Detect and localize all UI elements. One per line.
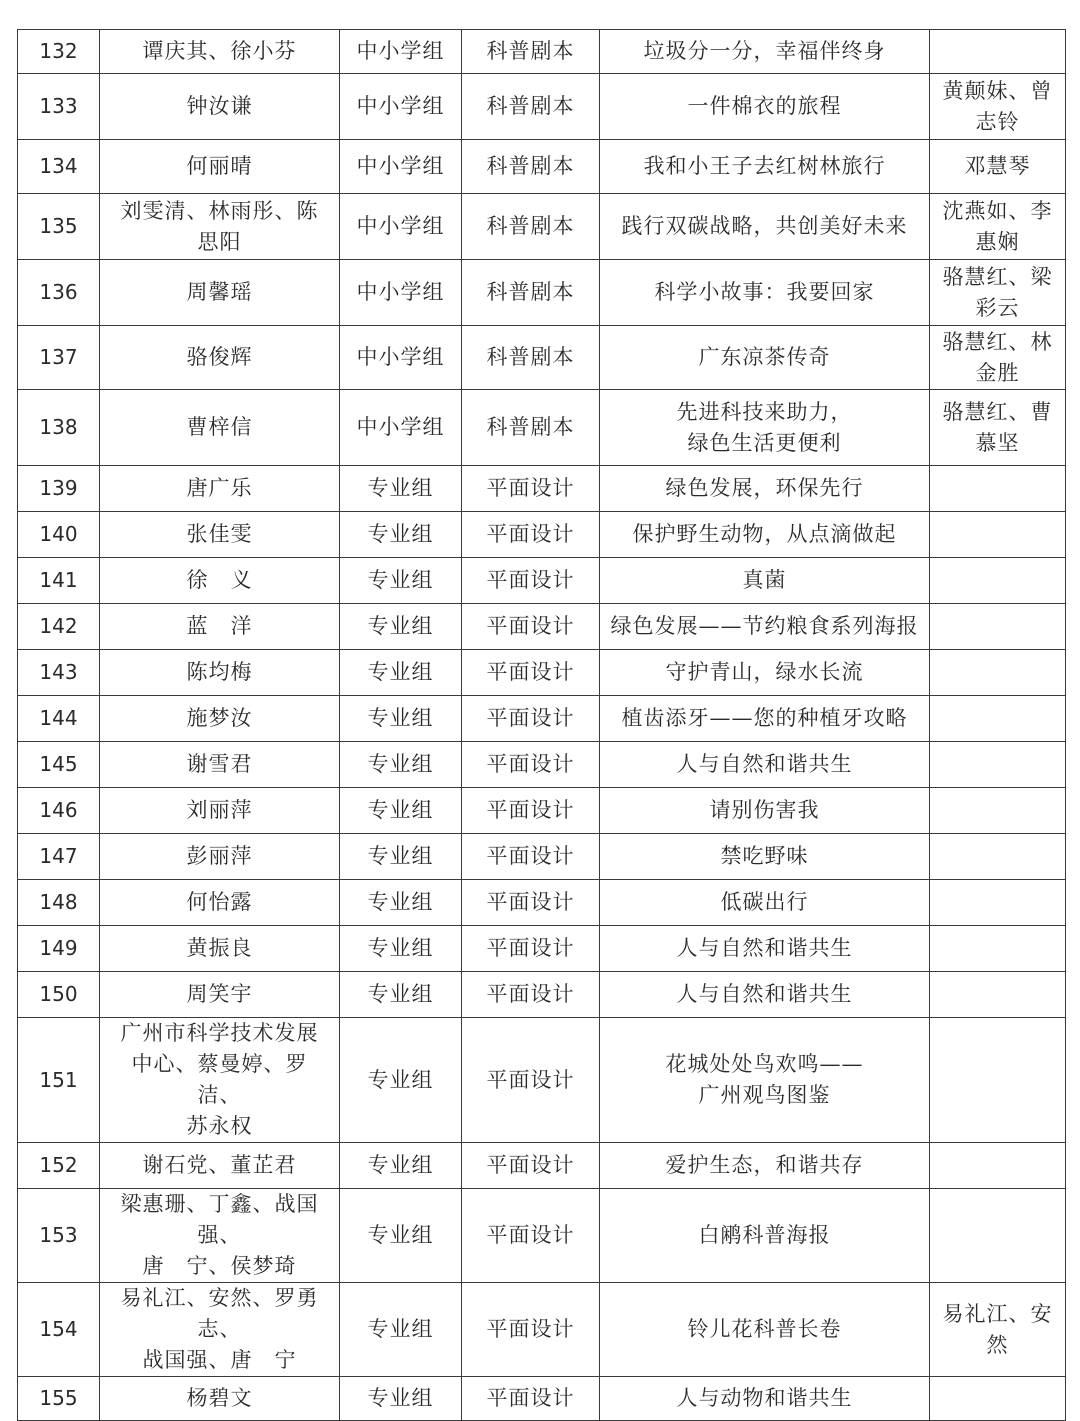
table-row bbox=[18, 326, 1066, 390]
cell-authors bbox=[100, 880, 340, 926]
table-row bbox=[18, 390, 1066, 466]
cell-category bbox=[462, 466, 600, 512]
cell-group-text: 中小学组 bbox=[356, 39, 445, 63]
cell-category-text: 科普剧本 bbox=[486, 154, 575, 178]
cell-title-text: 一件棉衣的旅程 bbox=[687, 94, 842, 118]
cell-category bbox=[462, 1189, 600, 1283]
cell-group-text: 专业组 bbox=[367, 706, 434, 730]
cell-group-text: 专业组 bbox=[367, 660, 434, 684]
cell-group-text: 中小学组 bbox=[356, 415, 445, 439]
cell-category bbox=[462, 1283, 600, 1377]
cell-advisor bbox=[930, 1377, 1066, 1421]
cell-advisor bbox=[930, 140, 1066, 194]
cell-group bbox=[340, 140, 462, 194]
cell-advisor bbox=[930, 1189, 1066, 1283]
cell-group-text: 专业组 bbox=[367, 1223, 434, 1247]
cell-authors-text: 梁惠珊、丁鑫、战国强、 唐 宁、侯梦琦 bbox=[120, 1192, 319, 1278]
cell-advisor bbox=[930, 1018, 1066, 1143]
table-row bbox=[18, 1018, 1066, 1143]
cell-category-text: 平面设计 bbox=[486, 1223, 575, 1247]
cell-group-text: 专业组 bbox=[367, 844, 434, 868]
cell-number bbox=[18, 742, 100, 788]
cell-group bbox=[340, 30, 462, 74]
cell-authors-text: 徐 义 bbox=[186, 568, 253, 592]
cell-authors-text: 谭庆其、徐小芬 bbox=[142, 39, 297, 63]
cell-group bbox=[340, 1018, 462, 1143]
cell-number bbox=[18, 788, 100, 834]
cell-title-text: 先进科技来助力， 绿色生活更便利 bbox=[676, 399, 853, 455]
cell-authors bbox=[100, 194, 340, 260]
cell-number bbox=[18, 834, 100, 880]
cell-number-text: 146 bbox=[39, 798, 78, 822]
cell-title bbox=[600, 1189, 930, 1283]
cell-authors-text: 曹梓信 bbox=[186, 415, 253, 439]
cell-number-text: 153 bbox=[39, 1223, 78, 1247]
cell-title-text: 广东凉茶传奇 bbox=[698, 345, 831, 369]
cell-category-text: 平面设计 bbox=[486, 476, 575, 500]
cell-advisor bbox=[930, 1283, 1066, 1377]
cell-category bbox=[462, 512, 600, 558]
cell-authors-text: 谢石党、董芷君 bbox=[142, 1153, 297, 1177]
cell-title-text: 人与动物和谐共生 bbox=[676, 1386, 853, 1410]
cell-title-text: 请别伤害我 bbox=[709, 798, 820, 822]
cell-title bbox=[600, 788, 930, 834]
cell-group bbox=[340, 604, 462, 650]
cell-title bbox=[600, 1283, 930, 1377]
cell-title-text: 禁吃野味 bbox=[720, 844, 809, 868]
cell-category bbox=[462, 140, 600, 194]
cell-title-text: 科学小故事：我要回家 bbox=[654, 280, 875, 304]
cell-category-text: 科普剧本 bbox=[486, 94, 575, 118]
cell-title-text: 植齿添牙——您的种植牙攻略 bbox=[621, 706, 908, 730]
cell-title-text: 人与自然和谐共生 bbox=[676, 982, 853, 1006]
cell-authors-text: 骆俊辉 bbox=[186, 345, 253, 369]
cell-category-text: 平面设计 bbox=[486, 1317, 575, 1341]
cell-category bbox=[462, 788, 600, 834]
cell-group bbox=[340, 512, 462, 558]
cell-category-text: 平面设计 bbox=[486, 936, 575, 960]
cell-category bbox=[462, 834, 600, 880]
cell-authors-text: 钟汝谦 bbox=[186, 94, 253, 118]
cell-group-text: 专业组 bbox=[367, 1067, 434, 1092]
cell-advisor bbox=[930, 194, 1066, 260]
table-row bbox=[18, 788, 1066, 834]
table-row bbox=[18, 74, 1066, 140]
cell-authors-text: 彭丽萍 bbox=[186, 844, 253, 868]
cell-category bbox=[462, 742, 600, 788]
cell-authors bbox=[100, 742, 340, 788]
cell-category bbox=[462, 74, 600, 140]
cell-authors-text: 周笑宇 bbox=[186, 982, 253, 1006]
cell-title bbox=[600, 260, 930, 326]
cell-category bbox=[462, 972, 600, 1018]
cell-title-text: 人与自然和谐共生 bbox=[676, 936, 853, 960]
cell-number-text: 136 bbox=[39, 280, 78, 304]
table-row bbox=[18, 834, 1066, 880]
cell-number-text: 139 bbox=[39, 476, 78, 500]
cell-group-text: 中小学组 bbox=[356, 280, 445, 304]
cell-title bbox=[600, 742, 930, 788]
cell-advisor bbox=[930, 558, 1066, 604]
cell-advisor bbox=[930, 390, 1066, 466]
cell-title bbox=[600, 390, 930, 466]
cell-group-text: 中小学组 bbox=[356, 154, 445, 178]
table-row bbox=[18, 30, 1066, 74]
cell-category bbox=[462, 650, 600, 696]
cell-advisor bbox=[930, 696, 1066, 742]
cell-title bbox=[600, 604, 930, 650]
cell-category bbox=[462, 326, 600, 390]
cell-authors-text: 谢雪君 bbox=[186, 752, 253, 776]
cell-authors-text: 周馨瑶 bbox=[186, 280, 253, 304]
cell-group-text: 专业组 bbox=[367, 1317, 434, 1341]
cell-number-text: 155 bbox=[39, 1386, 78, 1410]
cell-authors-text: 蓝 洋 bbox=[186, 614, 253, 638]
cell-group-text: 专业组 bbox=[367, 752, 434, 776]
cell-title-text: 绿色发展，环保先行 bbox=[665, 476, 864, 500]
table-row bbox=[18, 1377, 1066, 1421]
cell-number bbox=[18, 880, 100, 926]
cell-number-text: 151 bbox=[39, 1067, 78, 1092]
cell-authors bbox=[100, 74, 340, 140]
cell-category bbox=[462, 390, 600, 466]
cell-number bbox=[18, 650, 100, 696]
cell-number bbox=[18, 30, 100, 74]
cell-group bbox=[340, 1283, 462, 1377]
cell-advisor bbox=[930, 466, 1066, 512]
cell-number bbox=[18, 74, 100, 140]
cell-number bbox=[18, 140, 100, 194]
cell-category bbox=[462, 194, 600, 260]
cell-number bbox=[18, 1189, 100, 1283]
cell-title-text: 垃圾分一分，幸福伴终身 bbox=[643, 39, 886, 63]
cell-authors bbox=[100, 326, 340, 390]
cell-group bbox=[340, 466, 462, 512]
table-row bbox=[18, 260, 1066, 326]
cell-number-text: 132 bbox=[39, 39, 78, 63]
cell-authors bbox=[100, 1143, 340, 1189]
cell-advisor bbox=[930, 972, 1066, 1018]
cell-title bbox=[600, 1018, 930, 1143]
cell-category-text: 平面设计 bbox=[486, 706, 575, 730]
cell-authors bbox=[100, 466, 340, 512]
table-row bbox=[18, 194, 1066, 260]
cell-group-text: 专业组 bbox=[367, 568, 434, 592]
cell-group-text: 专业组 bbox=[367, 982, 434, 1006]
cell-group-text: 专业组 bbox=[367, 614, 434, 638]
cell-title-text: 我和小王子去红树林旅行 bbox=[643, 154, 886, 178]
awards-table-container bbox=[17, 29, 1066, 1421]
cell-category-text: 平面设计 bbox=[486, 752, 575, 776]
cell-advisor bbox=[930, 74, 1066, 140]
cell-number-text: 148 bbox=[39, 890, 78, 914]
cell-category-text: 科普剧本 bbox=[486, 214, 575, 238]
cell-advisor-text: 骆慧红、梁 彩云 bbox=[942, 264, 1053, 320]
cell-number-text: 154 bbox=[39, 1317, 78, 1341]
cell-category-text: 平面设计 bbox=[486, 1067, 575, 1092]
table-row bbox=[18, 650, 1066, 696]
cell-number-text: 137 bbox=[39, 345, 78, 369]
cell-authors-text: 刘雯清、林雨彤、陈思阳 bbox=[120, 198, 319, 254]
table-row bbox=[18, 742, 1066, 788]
cell-authors bbox=[100, 650, 340, 696]
cell-advisor bbox=[930, 260, 1066, 326]
cell-authors bbox=[100, 1283, 340, 1377]
cell-advisor-text: 邓慧琴 bbox=[964, 154, 1031, 178]
cell-authors-text: 杨碧文 bbox=[186, 1386, 253, 1410]
cell-authors-text: 何怡露 bbox=[186, 890, 253, 914]
cell-authors bbox=[100, 260, 340, 326]
cell-number bbox=[18, 260, 100, 326]
table-body bbox=[18, 30, 1066, 1421]
cell-authors bbox=[100, 1377, 340, 1421]
cell-title bbox=[600, 1377, 930, 1421]
cell-category-text: 科普剧本 bbox=[486, 39, 575, 63]
cell-number-text: 147 bbox=[39, 844, 78, 868]
cell-category-text: 平面设计 bbox=[486, 844, 575, 868]
cell-authors-text: 陈均梅 bbox=[186, 660, 253, 684]
cell-authors bbox=[100, 1189, 340, 1283]
cell-category-text: 平面设计 bbox=[486, 1386, 575, 1410]
cell-authors-text: 刘丽萍 bbox=[186, 798, 253, 822]
cell-category-text: 平面设计 bbox=[486, 982, 575, 1006]
cell-advisor bbox=[930, 604, 1066, 650]
cell-group bbox=[340, 742, 462, 788]
cell-authors bbox=[100, 696, 340, 742]
cell-number bbox=[18, 696, 100, 742]
cell-title bbox=[600, 74, 930, 140]
table-row bbox=[18, 696, 1066, 742]
cell-category-text: 平面设计 bbox=[486, 568, 575, 592]
cell-number bbox=[18, 466, 100, 512]
cell-number-text: 133 bbox=[39, 94, 78, 118]
cell-category-text: 平面设计 bbox=[486, 522, 575, 546]
cell-authors-text: 易礼江、安然、罗勇志、 战国强、唐 宁 bbox=[120, 1286, 319, 1372]
cell-advisor bbox=[930, 880, 1066, 926]
cell-advisor bbox=[930, 30, 1066, 74]
cell-title bbox=[600, 972, 930, 1018]
awards-table bbox=[17, 29, 1066, 1421]
cell-group-text: 专业组 bbox=[367, 1153, 434, 1177]
cell-group-text: 专业组 bbox=[367, 522, 434, 546]
cell-number bbox=[18, 604, 100, 650]
cell-authors bbox=[100, 390, 340, 466]
cell-advisor bbox=[930, 834, 1066, 880]
cell-group bbox=[340, 194, 462, 260]
cell-number-text: 135 bbox=[39, 214, 78, 238]
cell-authors-text: 施梦汝 bbox=[186, 706, 253, 730]
cell-title-text: 守护青山，绿水长流 bbox=[665, 660, 864, 684]
cell-title-text: 爱护生态，和谐共存 bbox=[665, 1153, 864, 1177]
table-row bbox=[18, 512, 1066, 558]
cell-authors-text: 何丽晴 bbox=[186, 154, 253, 178]
cell-title-text: 低碳出行 bbox=[720, 890, 809, 914]
cell-group-text: 中小学组 bbox=[356, 94, 445, 118]
cell-title bbox=[600, 326, 930, 390]
cell-group bbox=[340, 788, 462, 834]
cell-title bbox=[600, 880, 930, 926]
cell-group bbox=[340, 1377, 462, 1421]
cell-number bbox=[18, 1143, 100, 1189]
cell-group bbox=[340, 880, 462, 926]
cell-number bbox=[18, 194, 100, 260]
cell-title-text: 真菌 bbox=[742, 568, 787, 592]
table-row bbox=[18, 140, 1066, 194]
cell-title bbox=[600, 926, 930, 972]
cell-title bbox=[600, 140, 930, 194]
cell-title bbox=[600, 194, 930, 260]
cell-number bbox=[18, 1283, 100, 1377]
table-row bbox=[18, 1143, 1066, 1189]
cell-number-text: 143 bbox=[39, 660, 78, 684]
cell-category-text: 科普剧本 bbox=[486, 280, 575, 304]
cell-advisor bbox=[930, 650, 1066, 696]
cell-title bbox=[600, 650, 930, 696]
cell-title-text: 绿色发展——节约粮食系列海报 bbox=[610, 614, 919, 638]
cell-title-text: 保护野生动物，从点滴做起 bbox=[632, 522, 897, 546]
cell-category-text: 科普剧本 bbox=[486, 415, 575, 439]
cell-category-text: 平面设计 bbox=[486, 798, 575, 822]
cell-title bbox=[600, 696, 930, 742]
cell-group bbox=[340, 390, 462, 466]
cell-advisor-text: 黄颠妹、曾 志铃 bbox=[942, 78, 1053, 134]
cell-title-text: 白鹇科普海报 bbox=[698, 1223, 831, 1247]
table-row bbox=[18, 558, 1066, 604]
cell-title bbox=[600, 558, 930, 604]
cell-authors bbox=[100, 604, 340, 650]
cell-category-text: 平面设计 bbox=[486, 1153, 575, 1177]
cell-advisor bbox=[930, 742, 1066, 788]
table-row bbox=[18, 1189, 1066, 1283]
cell-group-text: 专业组 bbox=[367, 1386, 434, 1410]
cell-number bbox=[18, 1018, 100, 1143]
cell-group bbox=[340, 1143, 462, 1189]
cell-number-text: 149 bbox=[39, 936, 78, 960]
cell-title-text: 人与自然和谐共生 bbox=[676, 752, 853, 776]
cell-authors-text: 广州市科学技术发展 中心、蔡曼婷、罗 洁、 苏永权 bbox=[120, 1021, 319, 1138]
cell-group bbox=[340, 260, 462, 326]
cell-category bbox=[462, 558, 600, 604]
cell-advisor-text: 沈燕如、李 惠娴 bbox=[942, 198, 1053, 254]
table-row bbox=[18, 972, 1066, 1018]
cell-authors bbox=[100, 788, 340, 834]
cell-number-text: 152 bbox=[39, 1153, 78, 1177]
cell-number-text: 138 bbox=[39, 415, 78, 439]
cell-advisor-text: 易礼江、安 然 bbox=[942, 1301, 1053, 1357]
table-row bbox=[18, 880, 1066, 926]
cell-number-text: 150 bbox=[39, 982, 78, 1006]
cell-number bbox=[18, 972, 100, 1018]
cell-category bbox=[462, 1377, 600, 1421]
cell-group-text: 专业组 bbox=[367, 476, 434, 500]
cell-authors-text: 唐广乐 bbox=[186, 476, 253, 500]
cell-number-text: 140 bbox=[39, 522, 78, 546]
cell-number-text: 144 bbox=[39, 706, 78, 730]
cell-group bbox=[340, 926, 462, 972]
cell-authors bbox=[100, 558, 340, 604]
cell-group-text: 中小学组 bbox=[356, 345, 445, 369]
cell-number bbox=[18, 512, 100, 558]
cell-group-text: 中小学组 bbox=[356, 214, 445, 238]
cell-group-text: 专业组 bbox=[367, 890, 434, 914]
cell-authors-text: 黄振良 bbox=[186, 936, 253, 960]
cell-group-text: 专业组 bbox=[367, 936, 434, 960]
cell-category-text: 科普剧本 bbox=[486, 345, 575, 369]
cell-advisor bbox=[930, 512, 1066, 558]
cell-number-text: 145 bbox=[39, 752, 78, 776]
cell-title bbox=[600, 834, 930, 880]
cell-authors bbox=[100, 30, 340, 74]
cell-category-text: 平面设计 bbox=[486, 614, 575, 638]
cell-authors bbox=[100, 972, 340, 1018]
cell-authors bbox=[100, 834, 340, 880]
cell-number bbox=[18, 390, 100, 466]
cell-number-text: 141 bbox=[39, 568, 78, 592]
cell-authors bbox=[100, 1018, 340, 1143]
cell-group bbox=[340, 1189, 462, 1283]
cell-number bbox=[18, 558, 100, 604]
cell-title bbox=[600, 30, 930, 74]
cell-category-text: 平面设计 bbox=[486, 660, 575, 684]
cell-advisor bbox=[930, 1143, 1066, 1189]
cell-number-text: 142 bbox=[39, 614, 78, 638]
cell-category bbox=[462, 696, 600, 742]
cell-authors-text: 张佳雯 bbox=[186, 522, 253, 546]
cell-category bbox=[462, 926, 600, 972]
cell-group bbox=[340, 972, 462, 1018]
cell-group bbox=[340, 74, 462, 140]
cell-number bbox=[18, 1377, 100, 1421]
cell-authors bbox=[100, 140, 340, 194]
cell-title-text: 铃儿花科普长卷 bbox=[687, 1317, 842, 1341]
cell-title bbox=[600, 1143, 930, 1189]
table-row bbox=[18, 604, 1066, 650]
cell-group-text: 专业组 bbox=[367, 798, 434, 822]
cell-advisor bbox=[930, 788, 1066, 834]
table-row bbox=[18, 466, 1066, 512]
cell-advisor bbox=[930, 326, 1066, 390]
cell-category-text: 平面设计 bbox=[486, 890, 575, 914]
cell-advisor-text: 骆慧红、林 金胜 bbox=[942, 329, 1053, 385]
cell-title bbox=[600, 512, 930, 558]
cell-authors bbox=[100, 926, 340, 972]
cell-title bbox=[600, 466, 930, 512]
cell-category bbox=[462, 880, 600, 926]
table-row bbox=[18, 1283, 1066, 1377]
cell-authors bbox=[100, 512, 340, 558]
cell-title-text: 践行双碳战略，共创美好未来 bbox=[621, 214, 908, 238]
cell-category bbox=[462, 260, 600, 326]
cell-category bbox=[462, 604, 600, 650]
cell-title-text: 花城处处鸟欢鸣—— 广州观鸟图鉴 bbox=[665, 1052, 864, 1107]
cell-category bbox=[462, 30, 600, 74]
cell-category bbox=[462, 1018, 600, 1143]
cell-advisor-text: 骆慧红、曹 慕坚 bbox=[942, 399, 1053, 455]
cell-number bbox=[18, 326, 100, 390]
cell-group bbox=[340, 558, 462, 604]
cell-group bbox=[340, 326, 462, 390]
cell-group bbox=[340, 834, 462, 880]
cell-category bbox=[462, 1143, 600, 1189]
cell-number-text: 134 bbox=[39, 154, 78, 178]
table-row bbox=[18, 926, 1066, 972]
cell-group bbox=[340, 650, 462, 696]
cell-advisor bbox=[930, 926, 1066, 972]
cell-number bbox=[18, 926, 100, 972]
cell-group bbox=[340, 696, 462, 742]
